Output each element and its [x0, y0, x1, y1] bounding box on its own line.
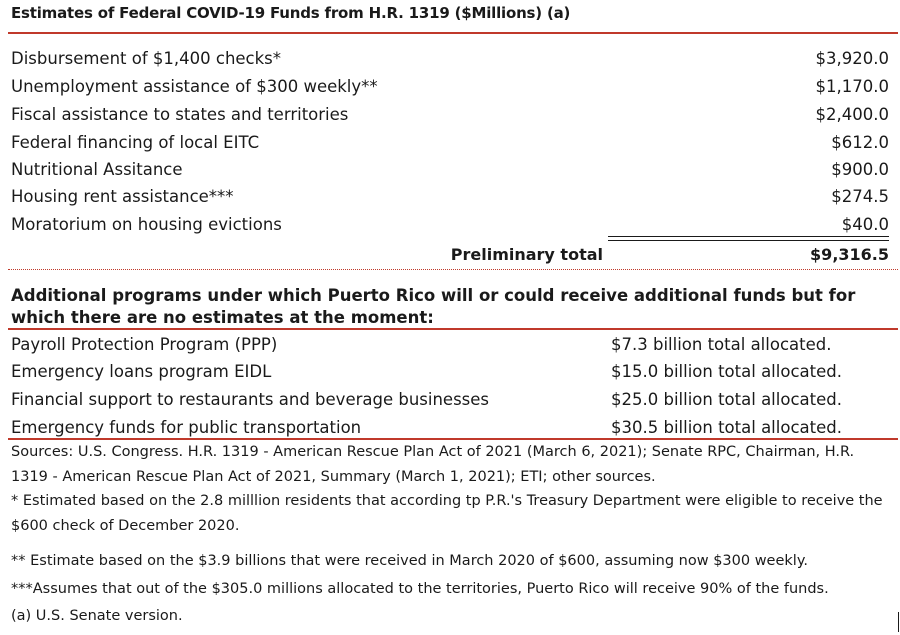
estimate-row [11, 49, 889, 75]
estimate-value: $40.0 [841, 215, 889, 234]
estimate-value: $1,170.0 [815, 77, 889, 96]
program-label: Financial support to restaurants and beverage businesses [11, 390, 490, 409]
program-label: Payroll Protection Program (PPP) [11, 335, 278, 354]
estimate-label: Federal financing of local EITC [11, 133, 260, 152]
footnote-1: * Estimated based on the 2.8 milllion residents that according tp P.R.'s Treasury Department were eligible to receive the $600 check of December 2020. [11, 493, 883, 534]
estimate-value: $2,400.0 [815, 105, 889, 124]
program-allocation: $15.0 billion total allocated. [611, 362, 842, 381]
sources-note: Sources: U.S. Congress. H.R. 1319 - American Rescue Plan Act of 2021 (March 6, 2021); Senate RPC, Chairman, H.R. 1319 - American Rescue Plan Act of 2021, Summary (March 1, 2021); ETI; other sources. [11, 444, 855, 485]
footnote-a: (a) U.S. Senate version. [11, 608, 183, 624]
program-label: Emergency loans program EIDL [11, 362, 272, 381]
section-divider [8, 269, 898, 270]
estimate-label: Disbursement of $1,400 checks* [11, 49, 282, 68]
footnote-2: ** Estimate based on the $3.9 billions that were received in March 2020 of $600, assuming now $300 weekly. [11, 553, 808, 569]
estimate-label: Unemployment assistance of $300 weekly** [11, 77, 378, 96]
text-cursor [898, 612, 899, 632]
estimate-value: $3,920.0 [815, 49, 889, 68]
estimate-row [11, 77, 889, 103]
estimate-row [11, 105, 889, 131]
estimate-row [11, 187, 889, 213]
estimate-label: Moratorium on housing evictions [11, 215, 282, 234]
program-label: Emergency funds for public transportation [11, 418, 362, 437]
estimate-label: Fiscal assistance to states and territories [11, 105, 349, 124]
estimate-row [11, 160, 889, 186]
total-value: $9,316.5 [810, 245, 889, 264]
additional-programs-heading: Additional programs under which Puerto Rico will or could receive additional funds but for which there are no estimates at the moment: [11, 286, 856, 327]
estimate-value: $612.0 [831, 133, 889, 152]
table-title: Estimates of Federal COVID-19 Funds from H.R. 1319 ($Millions) (a) [11, 4, 571, 22]
estimate-row [11, 133, 889, 159]
title-divider [8, 32, 898, 34]
total-double-underline [608, 236, 889, 241]
program-row [11, 362, 889, 388]
program-allocation: $25.0 billion total allocated. [611, 390, 842, 409]
program-row [11, 390, 889, 416]
total-label: Preliminary total [450, 245, 603, 264]
footnote-3: ***Assumes that out of the $305.0 millions allocated to the territories, Puerto Rico will receive 90% of the funds. [11, 581, 829, 597]
estimate-label: Housing rent assistance*** [11, 187, 234, 206]
heading-divider [8, 328, 898, 330]
program-allocation: $30.5 billion total allocated. [611, 418, 842, 437]
estimate-value: $900.0 [831, 160, 889, 179]
estimate-label: Nutritional Assitance [11, 160, 183, 179]
program-allocation: $7.3 billion total allocated. [611, 335, 832, 354]
estimate-value: $274.5 [831, 187, 889, 206]
program-row [11, 335, 889, 361]
